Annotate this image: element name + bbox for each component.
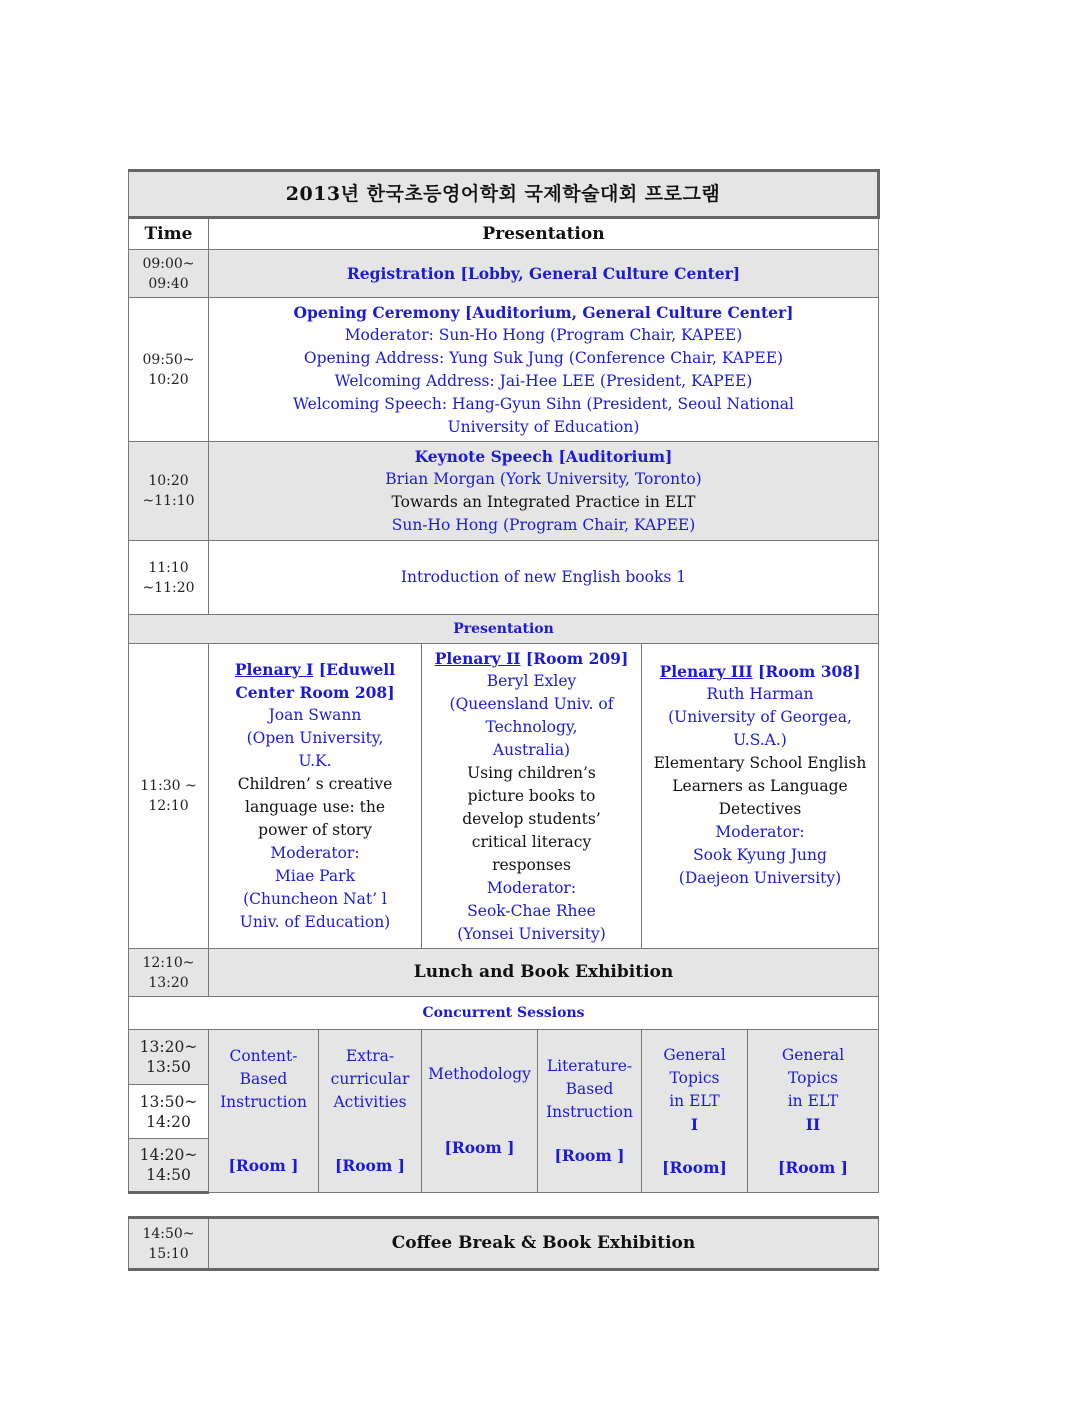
- session-general-topics-2: General Topics in ELT II [Room ]: [748, 1030, 879, 1193]
- session-general-topics-2-room: [Room ]: [777, 1157, 849, 1177]
- opening-time: 09:50~ 10:20: [129, 298, 209, 442]
- session-methodology-room: [Room ]: [444, 1138, 515, 1157]
- opening-moderator: Moderator: Sun-Ho Hong (Program Chair, KAPEE): [344, 325, 743, 344]
- session-literature-based: Literature- Based Instruction [Room ]: [538, 1030, 642, 1193]
- program-title: 2013년 한국초등영어학회 국제학술대회 프로그램: [129, 171, 879, 218]
- opening-ceremony-title: Opening Ceremony [Auditorium, General Culture Center]: [293, 302, 794, 322]
- opening-ceremony-cell: [209, 298, 879, 442]
- session-extracurricular: Extra- curricular Activities [Room ]: [319, 1030, 422, 1193]
- presentation-column-header: Presentation: [209, 218, 879, 250]
- session-methodology: Methodology [Room ]: [422, 1030, 538, 1193]
- plenary-1-topic: Children’ s creative: [237, 775, 393, 793]
- coffee-table: [128, 1216, 879, 1271]
- registration-cell: Registration [Lobby, General Culture Center]: [209, 250, 879, 298]
- plenary-3-cell: Plenary III [Room 308] Ruth Harman (University of Georgea, U.S.A.) Elementary School English Learners as Language Detectives Moderator: Sook Kyung Jung (Daejeon University): [642, 644, 879, 949]
- plenary-1-cell: Plenary I [Eduwell Center Room 208] Joan Swann (Open University, U.K. Children’ s creative language use: the power of story Moderator: Miae Park (Chuncheon Nat’ l Univ. of Education): [209, 644, 422, 949]
- presentation-section-header: Presentation: [129, 615, 879, 644]
- program-sheet: [128, 169, 878, 1271]
- plenary-1-moderator: Miae Park: [275, 867, 355, 885]
- plenary-3-topic: Elementary School English: [653, 754, 867, 772]
- intro-books-cell: Introduction of new English books 1: [209, 541, 879, 615]
- session-content-based: Content- Based Instruction [Room ]: [209, 1030, 319, 1193]
- plenary-3-name: Plenary III: [659, 662, 753, 681]
- opening-address: Opening Address: Yung Suk Jung (Conference Chair, KAPEE): [303, 348, 784, 367]
- concurrent-time-1: 13:20~ 13:50: [129, 1030, 209, 1085]
- keynote-time: 10:20 ~11:10: [129, 442, 209, 541]
- keynote-speaker: Brian Morgan (York University, Toronto): [385, 470, 702, 488]
- program-table: [128, 169, 880, 1194]
- plenary-1-name: Plenary I: [234, 660, 314, 679]
- lunch-cell: Lunch and Book Exhibition: [209, 949, 879, 997]
- concurrent-time-2: 13:50~ 14:20: [129, 1085, 209, 1139]
- plenary-2-moderator: Seok-Chae Rhee: [467, 902, 596, 920]
- welcoming-address: Welcoming Address: Jai-Hee LEE (President, KAPEE): [334, 371, 753, 390]
- intro-time: 11:10 ~11:20: [129, 541, 209, 615]
- lunch-time: 12:10~ 13:20: [129, 949, 209, 997]
- plenary-2-cell: Plenary II [Room 209] Beryl Exley (Queensland Univ. of Technology, Australia) Using children’s picture books to develop students’ critical literacy responses Moderator: Seok-Chae Rhee (Yonsei University): [422, 644, 642, 949]
- welcoming-speech: Welcoming Speech: Hang-Gyun Sihn (President, Seoul National: [292, 394, 795, 413]
- registration-time: 09:00~ 09:40: [129, 250, 209, 298]
- keynote-title: Keynote Speech [Auditorium]: [414, 447, 673, 466]
- keynote-cell: [209, 442, 879, 541]
- session-content-based-room: [Room ]: [228, 1156, 299, 1175]
- plenary-3-speaker: Ruth Harman: [706, 685, 814, 703]
- session-general-topics-1: General Topics in ELT I [Room]: [642, 1030, 748, 1193]
- plenary-2-speaker: Beryl Exley: [486, 672, 577, 690]
- welcoming-speech-cont: University of Education): [447, 417, 640, 436]
- plenary-2-name: Plenary II: [434, 649, 521, 668]
- plenary-time: 11:30 ~ 12:10: [129, 644, 209, 949]
- session-general-topics-1-room: [Room]: [662, 1157, 727, 1177]
- coffee-time: 14:50~ 15:10: [129, 1218, 209, 1270]
- time-column-header: Time: [129, 218, 209, 250]
- plenary-2-topic: Using children’s: [467, 764, 596, 782]
- concurrent-section-header: Concurrent Sessions: [129, 997, 879, 1030]
- plenary-3-moderator: Sook Kyung Jung: [693, 846, 827, 864]
- concurrent-time-3: 14:20~ 14:50: [129, 1139, 209, 1193]
- coffee-break-cell: Coffee Break & Book Exhibition: [209, 1218, 879, 1270]
- keynote-moderator: Sun-Ho Hong (Program Chair, KAPEE): [391, 516, 696, 534]
- session-extracurricular-room: [Room ]: [334, 1156, 406, 1175]
- plenary-1-speaker: Joan Swann: [268, 706, 362, 724]
- keynote-topic: Towards an Integrated Practice in ELT: [391, 493, 696, 511]
- session-literature-based-room: [Room ]: [554, 1146, 625, 1165]
